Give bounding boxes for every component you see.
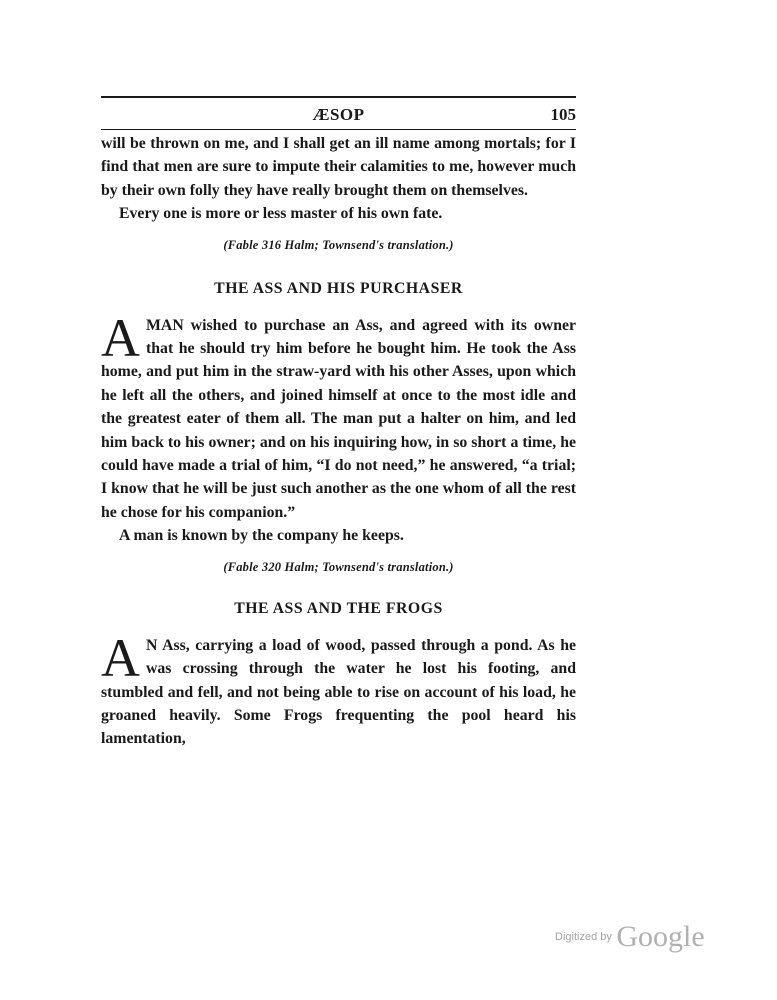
watermark-prefix: Digitized by — [555, 931, 612, 943]
fable-body — [101, 307, 576, 525]
google-logo-text: Google — [616, 920, 705, 953]
page-number: 105 — [550, 105, 576, 124]
fable-body — [101, 627, 576, 751]
drop-cap: A — [101, 307, 140, 368]
running-title: ÆSOP — [312, 105, 365, 124]
drop-cap: A — [101, 627, 140, 688]
source-citation: (Fable 320 Halm; Townsend's translation.) — [223, 559, 454, 574]
book-page — [101, 96, 576, 751]
fable-paragraph: MAN wished to purchase an Ass, and agreed with its owner that he should try him before he bought him. He took the Ass home, and put him in the straw-yard with his other Asses, upon which he left all the others, and joined himself at once to the most idle and the greatest eater of them all. The man put a halter on him, and led him back to his owner; and on his inquiring how, in so short a time, he could have made a trial of him, “I do not need,” he answered, “a trial; I know that he will be just such another as the one whom of all the rest he chose for his companion.” — [101, 316, 576, 521]
fable-paragraph: N Ass, carrying a load of wood, passed through a pond. As he was crossing through the water he lost his footing, and stumbled and fell, and not being able to rise on account of his load, he groaned heavily. Some Frogs frequenting the pool heard his lamentation, — [101, 636, 576, 748]
continued-paragraph: will be thrown on me, and I shall get an ill name among mortals; for I find that men are sure to impute their calamities to me, however much by their own folly they have really brought them on themselves. — [101, 135, 576, 199]
source-citation: (Fable 316 Halm; Townsend's translation.) — [223, 237, 454, 252]
header-rule-bottom — [101, 129, 576, 130]
fable-title: THE ASS AND HIS PURCHASER — [214, 279, 463, 297]
moral-text: Every one is more or less master of his own fate. — [119, 205, 443, 223]
digitized-watermark — [555, 920, 705, 954]
running-header — [101, 98, 576, 129]
moral-text: A man is known by the company he keeps. — [119, 527, 404, 545]
fable-title: THE ASS AND THE FROGS — [234, 599, 443, 617]
